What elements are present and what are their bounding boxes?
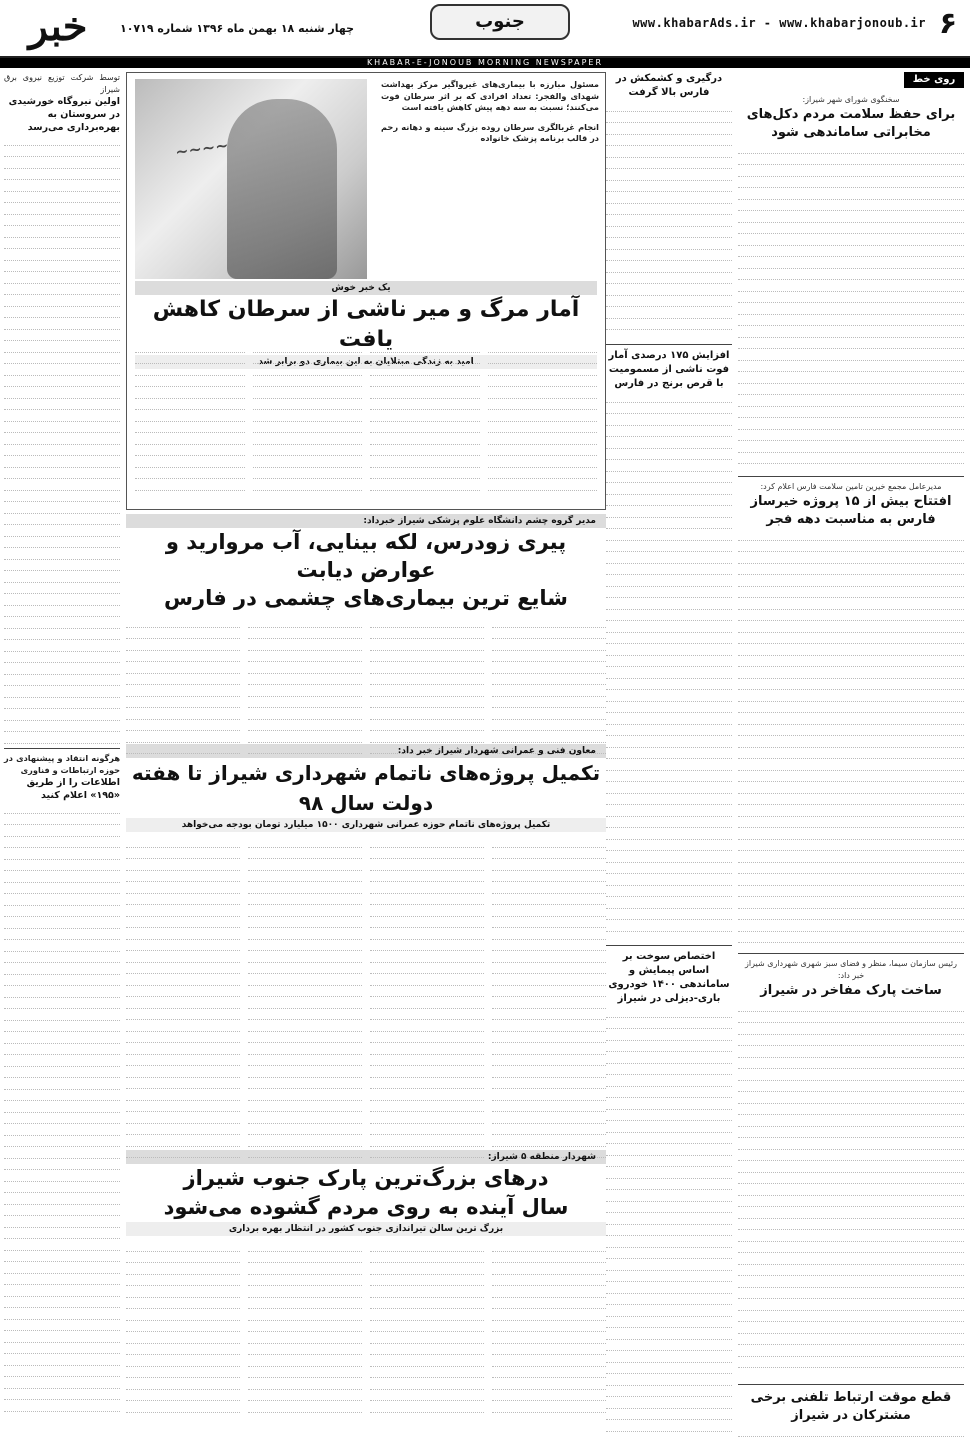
site-url[interactable]: www.khabarAds.ir - www.khabarjonoub.ir <box>632 16 926 30</box>
story-headline: سال آینده به روی مردم گشوده می‌شود <box>163 1195 569 1219</box>
story-subhead: تکمیل پروژه‌های ناتمام حوزه عمرانی شهرداری ۱۵۰۰ میلیارد تومان بودجه می‌خواهد <box>126 818 606 832</box>
headline: ساخت پارک مفاخر در شیراز <box>760 983 942 998</box>
story-kicker: شهردار منطقه ۵ شیراز: <box>126 1150 606 1164</box>
section-tab: جنوب <box>430 4 570 40</box>
newspaper-logo: خبر <box>28 3 88 50</box>
kicker: توسط شرکت توزیع نیروی برق شیراز <box>4 73 120 94</box>
kicker: سخنگوی شورای شهر شیراز: <box>802 95 900 104</box>
kicker: مدیرعامل مجمع خیرین تامین سلامت فارس اعلام کرد: <box>760 482 942 491</box>
article-body <box>606 391 732 941</box>
article-body <box>738 1000 964 1380</box>
middle-column <box>606 72 732 1432</box>
kicker: رئیس سازمان سیما، منظر و فضای سبز شهری شهرداری شیراز خبر داد: <box>745 959 957 980</box>
story-kicker: مدیر گروه چشم دانشگاه علوم پزشکی شیراز خبرداد: <box>126 514 606 528</box>
issue-date: چهار شنبه ۱۸ بهمن ماه ۱۳۹۶ شماره ۱۰۷۱۹ <box>120 22 355 35</box>
headline: افتتاح بیش از ۱۵ پروژه خیرساز فارس به مناسبت دهه فجر <box>750 494 952 527</box>
story-cancer <box>126 72 606 510</box>
article-body <box>738 1425 964 1441</box>
story-photo <box>135 79 367 279</box>
story-headline: تکمیل پروژه‌های ناتمام شهرداری شیراز تا هفته دولت سال ۹۸ <box>131 761 601 815</box>
story-park <box>126 1150 606 1420</box>
masthead-strap: KHABAR-E-JONOUB MORNING NEWSPAPER <box>0 58 970 68</box>
story-headline: شایع ترین بیماری‌های چشمی در فارس <box>164 586 568 610</box>
section-tag: روی خط <box>904 72 964 88</box>
left-column <box>4 72 120 1434</box>
story-headline: درهای بزرگ‌ترین پارک جنوب شیراز <box>183 1166 549 1190</box>
right-column <box>738 72 964 1434</box>
story-municipal-projects <box>126 744 606 1146</box>
article-body <box>738 529 964 949</box>
story-kicker: یک خبر خوش <box>135 281 597 295</box>
headline: درگیری و کشمکش در فارس بالا گرفت <box>615 73 723 98</box>
kicker: هرگونه انتقاد و پیشنهادی در حوزه ارتباطات و فناوری <box>4 753 120 775</box>
masthead <box>0 0 970 58</box>
article-body <box>606 100 732 340</box>
caption-item: مسئول مبارزه با بیماری‌های غیرواگیر مرکز بهداشت شهدای والفجر: تعداد افرادی که بر اثر سرطان فوت می‌کنند؛ نسبت به سه دهه پیش کاهش یافته است <box>381 79 599 112</box>
story-eye-disease <box>126 514 606 740</box>
headline: اختصاص سوخت بر اساس پیمایش و ساماندهی ۱۴۰۰ خودروی باری-دیزلی در شیراز <box>608 951 730 1004</box>
headline: برای حفظ سلامت مردم دکل‌های مخابراتی ساماندهی شود <box>746 107 956 140</box>
main-area <box>126 72 606 1420</box>
story-kicker: معاون فنی و عمرانی شهردار شیراز خبر داد: <box>126 744 606 758</box>
page-number: ۶ <box>938 6 958 41</box>
story-subhead: بزرگ ترین سالن تیراندازی جنوب کشور در انتظار بهره برداری <box>126 1222 606 1236</box>
headline: اولین نیروگاه خورشیدی در سروستان به بهره‌برداری می‌رسد <box>8 96 120 133</box>
article-body <box>4 802 120 1422</box>
article-body <box>606 1006 732 1436</box>
story-subhead: امید به زندگی مبتلایان به این بیماری دو برابر شد <box>135 355 597 369</box>
story-headline: آمار مرگ و میر ناشی از سرطان کاهش یافت <box>152 297 580 352</box>
article-body <box>738 142 964 472</box>
story-headline: پیری زودرس، لکه بینایی، آب مروارید و عوارض دیابت <box>165 530 567 582</box>
headline: افزایش ۱۷۵ درصدی آمار فوت ناشی از مسمومیت با قرص برنج در فارس <box>608 350 730 389</box>
headline: اطلاعات را از طریق «۱۹۵» اعلام کنید <box>26 777 120 801</box>
headline: قطع موقت ارتباط تلفنی برخی مشترکان در شیراز <box>750 1390 952 1423</box>
article-body <box>4 134 120 744</box>
photo-scribble: ~~~~ <box>173 135 230 162</box>
caption-item: انجام غربالگری سرطان روده بزرگ سینه و دهانه رحم در قالب برنامه پزشک خانواده <box>381 121 599 143</box>
